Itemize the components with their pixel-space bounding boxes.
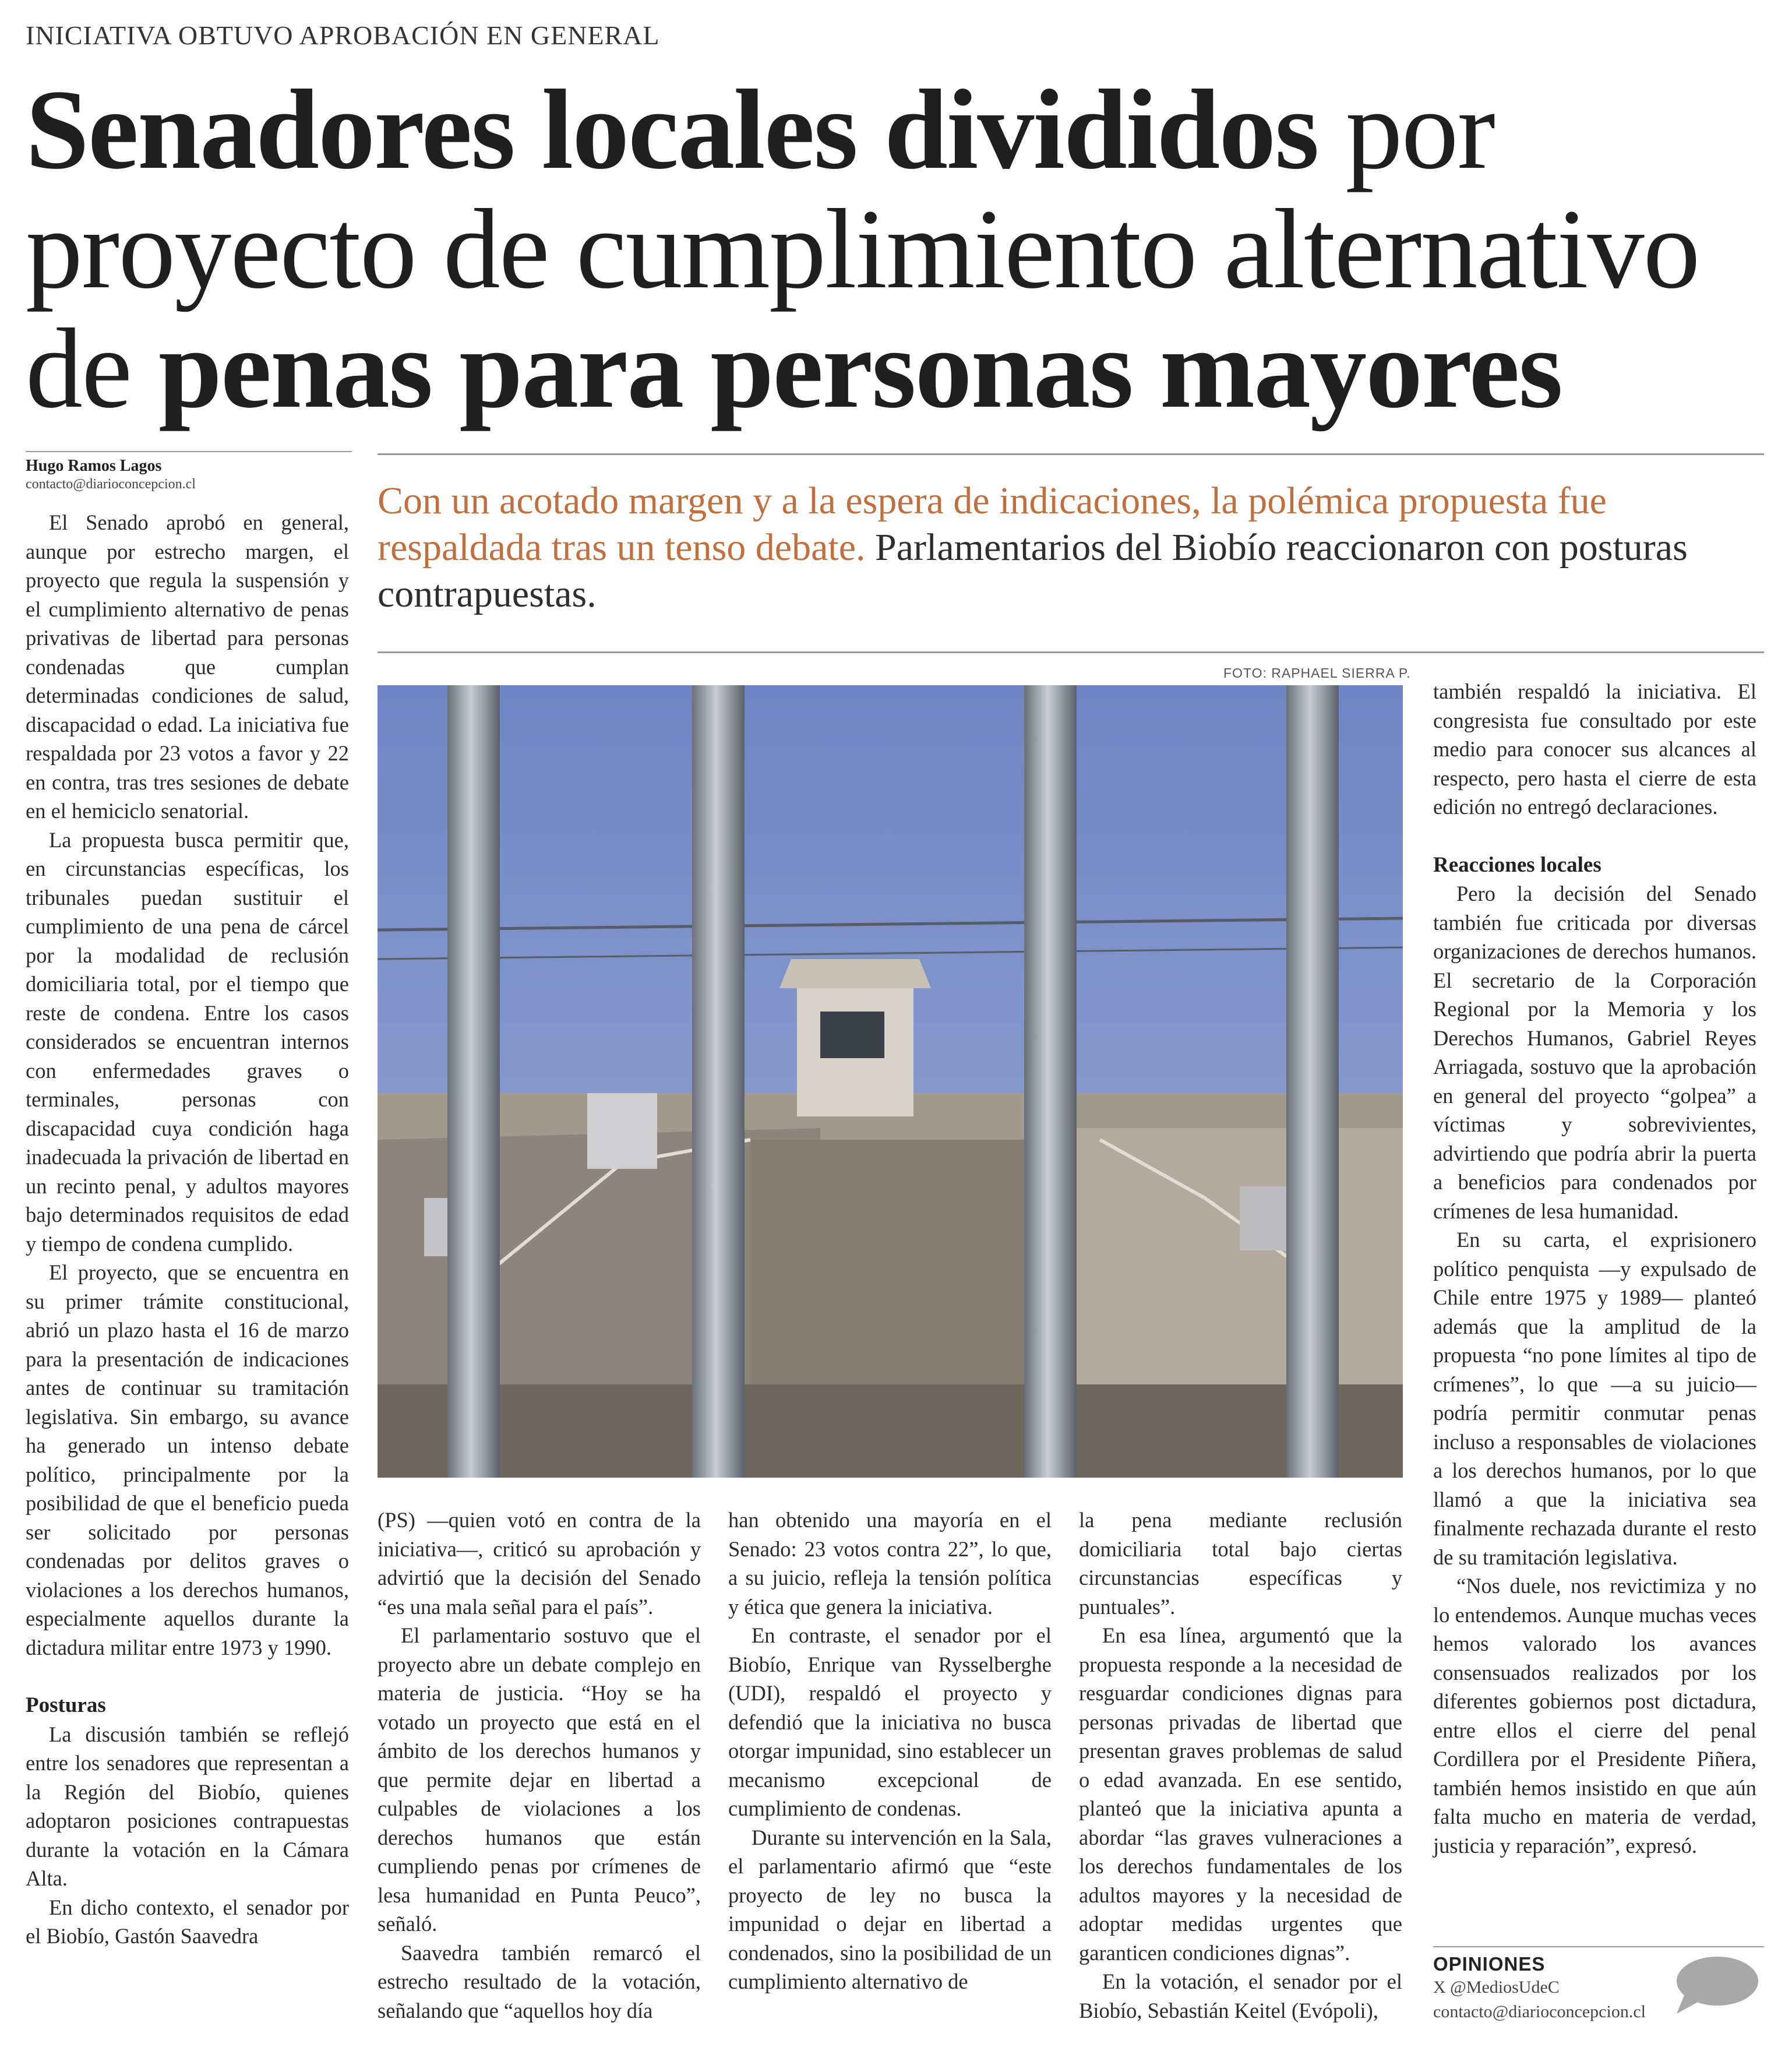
col3-paragraph-1: han obtenido una mayoría en el Senado: 23 votos contra 22”, lo que, a su juicio, refleja la tensión política y ética que genera la iniciativa. (728, 1508, 1052, 1619)
col4-paragraph-2: En esa línea, argumentó que la propuesta responde a la necesidad de resguardar condiciones dignas para personas privadas de libertad que presentan graves problemas de salud o edad avanzada. En ese sentido, planteó que la iniciativa apunta a abordar “las graves vulneraciones a los derechos fundamentales de los adultos mayores y la necesidad de adoptar medidas urgentes que garanticen condiciones dignas”. (1079, 1623, 1402, 1965)
deck (378, 478, 1764, 618)
headline-line2: proyecto de cumplimiento alternativo (26, 186, 1699, 312)
col4-paragraph-3: En la votación, el senador por el Biobío, Sebastián Keitel (Evópoli), (1079, 1969, 1402, 2022)
byline-email[interactable]: contacto@diarioconcepcion.cl (26, 477, 196, 492)
speech-bubble-icon (1672, 1953, 1759, 2020)
opinion-email[interactable]: contacto@diarioconcepcion.cl (1433, 2002, 1646, 2021)
byline-rule (26, 451, 352, 452)
col3-paragraph-2: En contraste, el senador por el Biobío, Enrique van Rysselberghe (UDI), respaldó el proyecto y defendió que la iniciativa no busca otorgar impunidad, sino establecer un mecanismo excepcional de cumplimiento de condenas. (728, 1623, 1052, 1820)
column-2 (378, 1506, 701, 2025)
column-5 (1433, 677, 1756, 1860)
headline-line1-bold: Senadores locales divididos (26, 66, 1318, 193)
photo-prison (378, 685, 1403, 1478)
photo-illustration (378, 685, 1403, 1478)
col1-paragraph-4: La discusión también se reflejó entre los senadores que representan a la Región del Biobío, quienes adoptaron posiciones contrapuestas durante la votación en la Cámara Alta. (26, 1722, 349, 1890)
col4-paragraph-1: la pena mediante reclusión domiciliaria total bajo ciertas circunstancias específicas y puntuales”. (1079, 1508, 1402, 1619)
kicker: INICIATIVA OBTUVO APROBACIÓN EN GENERAL (26, 20, 660, 50)
col2-paragraph-1: (PS) —quien votó en contra de la iniciativa—, criticó su aprobación y advirtió que la decisión del Senado “es una mala señal para el país”. (378, 1508, 701, 1619)
deck-rest: Parlamentarios del Biobío reaccionaron con posturas contrapuestas. (378, 526, 1688, 615)
col1-paragraph-1: El Senado aprobó en general, aunque por estrecho margen, el proyecto que regula la suspensión y el cumplimiento alternativo de penas privativas de libertad para personas condenadas que cumplan determinadas condiciones de salud, discapacidad o edad. La iniciativa fue respaldada por 23 votos a favor y 22 en contra, tras tres sesiones de debate en el hemiciclo senatorial. (26, 510, 349, 823)
col3-paragraph-3: Durante su intervención en la Sala, el parlamentario afirmó que “este proyecto de ley no busca la impunidad o dejar en libertad a condenados, sino la posibilidad de un cumplimiento alternativo de (728, 1825, 1052, 1993)
col1-paragraph-5: En dicho contexto, el senador por el Biobío, Gastón Saavedra (26, 1895, 349, 1948)
col5-paragraph-3: En su carta, el exprisionero político penquista —y expulsado de Chile entre 1975 y 1989— planteó además que la amplitud de la propuesta “no pone límites al tipo de crímenes”, lo que —a su juicio— podría permitir conmutar penas incluso a responsables de violaciones a los derechos humanos, por lo que llamó a que la iniciativa sea finalmente rechazada durante el resto de su tramitación legislativa. (1433, 1228, 1756, 1569)
col2-paragraph-2: El parlamentario sostuvo que el proyecto abre un debate complejo en materia de justicia. “Hoy se ha votado un proyecto que está en el ámbito de los derechos humanos y que permite dejar en libertad a culpables de violaciones a los derechos humanos que están cumpliendo penas por crímenes de lesa humanidad en Punta Peuco”, señaló. (378, 1623, 701, 1936)
headline-line3-bold: penas para personas mayores (158, 305, 1562, 432)
column-4 (1079, 1506, 1402, 2025)
deck-bottom-rule (378, 651, 1764, 653)
byline-author: Hugo Ramos Lagos (26, 457, 162, 475)
col1-paragraph-3: El proyecto, que se encuentra en su primer trámite constitucional, abrió un plazo hasta el 16 de marzo para la presentación de indicaciones antes de continuar su tramitación legislativa. Sin embargo, su avance ha generado un intenso debate político, principalmente por la posibilidad de que el beneficio pueda ser solicitado por personas condenadas por delitos graves o violaciones a los derechos humanos, especialmente aquellos durante la dictadura militar entre 1973 y 1990. (26, 1260, 349, 1659)
opinion-rule (1433, 1946, 1764, 1947)
column-1 (26, 508, 349, 1951)
headline-line1-light: por (1318, 66, 1494, 193)
col1-paragraph-2: La propuesta busca permitir que, en circunstancias específicas, los tribunales puedan sustituir el cumplimiento de una pena de cárcel por la modalidad de reclusión domiciliaria total, por el tiempo que reste de condena. Entre los casos considerados se encuentran internos con enfermedades graves o terminales, personas con discapacidad cuya condición haga inadecuada la privación de libertad en un recinto penal, y adultos mayores bajo determinados requisitos de edad y tiempo de condena cumplido. (26, 827, 349, 1256)
headline-line3-light: de (26, 305, 158, 432)
col5-subhead: Reacciones locales (1433, 852, 1601, 877)
col5-paragraph-4: “Nos duele, nos revictimiza y no lo entendemos. Aunque muchas veces hemos valorado los avances consensuados realizados por los diferentes gobiernos post dictadura, entre ellos el cierre del penal Cordillera por el Presidente Piñera, también hemos insistido en que aún falta mucho en materia de verdad, justicia y reparación”, expresó. (1433, 1574, 1756, 1858)
col5-paragraph-1: también respaldó la iniciativa. El congresista fue consultado por este medio para conocer sus alcances al respecto, pero hasta el cierre de esta edición no entregó declaraciones. (1433, 679, 1756, 819)
opinion-title: OPINIONES (1433, 1953, 1546, 1975)
opinion-social[interactable]: X @MediosUdeC (1433, 1978, 1560, 1997)
photo-credit: FOTO: RAPHAEL SIERRA P. (1223, 665, 1411, 681)
headline (26, 66, 1768, 432)
deck-top-rule (378, 453, 1764, 455)
deck-accent: Con un acotado margen y a la espera de indicaciones, la polémica propuesta fue respaldada tras un tenso debate. (378, 480, 1607, 569)
col5-paragraph-2: Pero la decisión del Senado también fue criticada por diversas organizaciones de derechos humanos. El secretario de la Corporación Regional por la Memoria y los Derechos Humanos, Gabriel Reyes Arriagada, sostuvo que la aprobación en general del proyecto “golpea” a víctimas y sobrevivientes, advirtiendo que podría abrir la puerta a beneficios para condenados por crímenes de lesa humanidad. (1433, 882, 1756, 1223)
column-3 (728, 1506, 1052, 1996)
col1-subhead: Posturas (26, 1693, 106, 1717)
col2-paragraph-3: Saavedra también remarcó el estrecho resultado de la votación, señalando que “aquellos hoy día (378, 1940, 701, 2022)
